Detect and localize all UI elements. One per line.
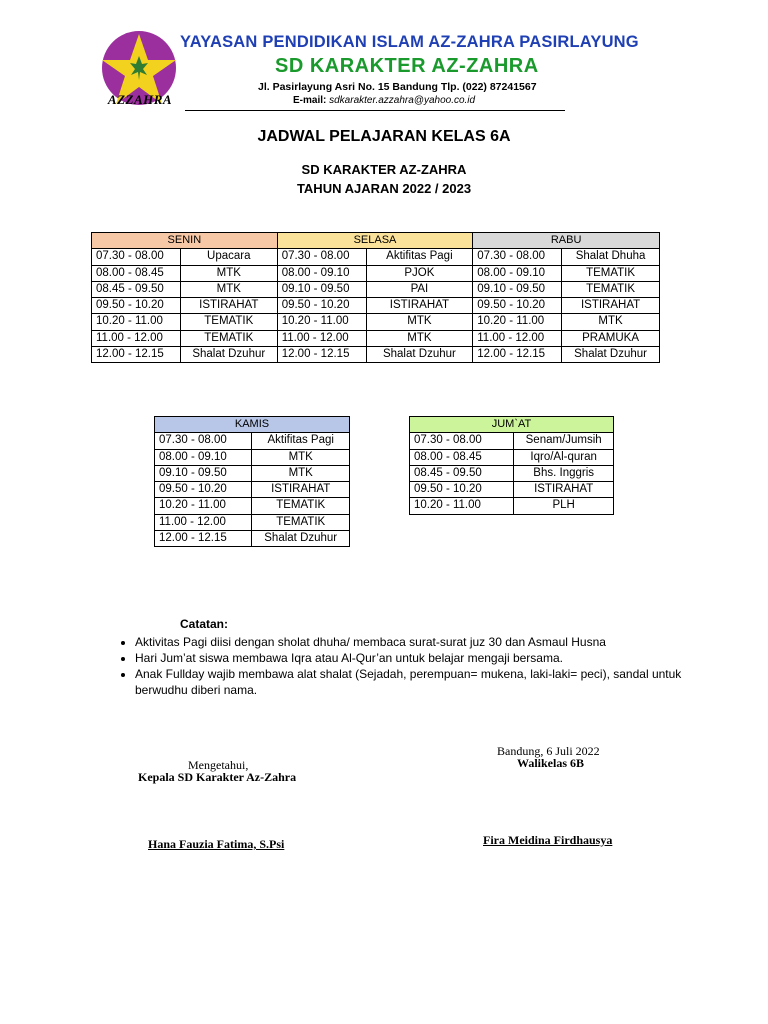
subject-cell: Senam/Jumsih bbox=[514, 433, 614, 449]
table-row bbox=[92, 249, 660, 265]
day-header-jumat: JUM`AT bbox=[410, 417, 614, 433]
time-cell: 08.45 - 09.50 bbox=[92, 281, 181, 297]
time-cell: 10.20 - 11.00 bbox=[92, 314, 181, 330]
day-header-rabu: RABU bbox=[473, 233, 660, 249]
subject-cell: MTK bbox=[252, 449, 350, 465]
table-row bbox=[155, 531, 350, 547]
subject-cell: MTK bbox=[180, 281, 277, 297]
email-label: E-mail: bbox=[293, 95, 327, 106]
subject-cell: ISTIRAHAT bbox=[366, 298, 473, 314]
time-cell: 07.30 - 08.00 bbox=[410, 433, 514, 449]
subject-cell: TEMATIK bbox=[562, 265, 660, 281]
table-row bbox=[92, 347, 660, 363]
time-cell: 12.00 - 12.15 bbox=[92, 347, 181, 363]
table-row bbox=[155, 433, 350, 449]
subject-cell: Aktifitas Pagi bbox=[366, 249, 473, 265]
subject-cell: ISTIRAHAT bbox=[252, 482, 350, 498]
time-cell: 09.10 - 09.50 bbox=[473, 281, 562, 297]
subject-cell: MTK bbox=[366, 330, 473, 346]
time-cell: 10.20 - 11.00 bbox=[410, 498, 514, 514]
school-name: SD KARAKTER AZ-ZAHRA bbox=[275, 55, 539, 77]
time-cell: 09.50 - 10.20 bbox=[277, 298, 366, 314]
school-address: Jl. Pasirlayung Asri No. 15 Bandung Tlp. (022) 87241567 bbox=[258, 81, 537, 93]
time-cell: 08.00 - 09.10 bbox=[473, 265, 562, 281]
table-row bbox=[92, 298, 660, 314]
time-cell: 12.00 - 12.15 bbox=[155, 531, 252, 547]
page-title: JADWAL PELAJARAN KELAS 6A bbox=[257, 128, 511, 145]
time-cell: 12.00 - 12.15 bbox=[277, 347, 366, 363]
schedule-table-jumat bbox=[409, 416, 614, 515]
subject-cell: PAI bbox=[366, 281, 473, 297]
foundation-name: YAYASAN PENDIDIKAN ISLAM AZ-ZAHRA PASIRLAYUNG bbox=[180, 33, 639, 51]
subject-cell: TEMATIK bbox=[180, 314, 277, 330]
subtitle-year: TAHUN AJARAN 2022 / 2023 bbox=[296, 181, 472, 196]
day-header-kamis: KAMIS bbox=[155, 417, 350, 433]
day-header-selasa: SELASA bbox=[277, 233, 473, 249]
time-cell: 10.20 - 11.00 bbox=[277, 314, 366, 330]
subject-cell: Shalat Dzuhur bbox=[562, 347, 660, 363]
table-row bbox=[92, 265, 660, 281]
table-row bbox=[92, 281, 660, 297]
sig-right-position: Walikelas 6B bbox=[517, 756, 585, 770]
subject-cell: TEMATIK bbox=[252, 514, 350, 530]
subject-cell: TEMATIK bbox=[252, 498, 350, 514]
subject-cell: MTK bbox=[562, 314, 660, 330]
subject-cell: Aktifitas Pagi bbox=[252, 433, 350, 449]
table-row bbox=[155, 449, 350, 465]
notes-list bbox=[110, 634, 715, 698]
table-row bbox=[410, 433, 614, 449]
table-row bbox=[410, 465, 614, 481]
subject-cell: MTK bbox=[366, 314, 473, 330]
sig-right-place-date: Bandung, 6 Juli 2022 bbox=[497, 744, 600, 758]
time-cell: 08.45 - 09.50 bbox=[410, 465, 514, 481]
time-cell: 09.10 - 09.50 bbox=[155, 465, 252, 481]
subject-cell: PLH bbox=[514, 498, 614, 514]
table-row bbox=[410, 498, 614, 514]
time-cell: 09.50 - 10.20 bbox=[473, 298, 562, 314]
header-divider bbox=[185, 110, 565, 111]
subject-cell: PRAMUKA bbox=[562, 330, 660, 346]
subject-cell: Shalat Dzuhur bbox=[252, 531, 350, 547]
subject-cell: MTK bbox=[252, 465, 350, 481]
subtitle-school: SD KARAKTER AZ-ZAHRA bbox=[301, 162, 467, 177]
subject-cell: MTK bbox=[180, 265, 277, 281]
subject-cell: Shalat Dhuha bbox=[562, 249, 660, 265]
sig-left-name: Hana Fauzia Fatima, S.Psi bbox=[148, 837, 285, 851]
logo-text: AZZAHRA bbox=[107, 92, 173, 107]
email-address: sdkarakter.azzahra@yahoo.co.id bbox=[329, 95, 476, 106]
time-cell: 12.00 - 12.15 bbox=[473, 347, 562, 363]
table-row bbox=[155, 514, 350, 530]
time-cell: 08.00 - 09.10 bbox=[277, 265, 366, 281]
time-cell: 11.00 - 12.00 bbox=[277, 330, 366, 346]
time-cell: 11.00 - 12.00 bbox=[92, 330, 181, 346]
table-row bbox=[92, 314, 660, 330]
subject-cell: Iqro/Al-quran bbox=[514, 449, 614, 465]
subject-cell: PJOK bbox=[366, 265, 473, 281]
subject-cell: Bhs. Inggris bbox=[514, 465, 614, 481]
sig-left-acknowledged: Mengetahui, bbox=[188, 758, 249, 772]
table-row bbox=[155, 465, 350, 481]
schedule-table-mon-wed bbox=[91, 232, 660, 363]
subject-cell: Shalat Dzuhur bbox=[180, 347, 277, 363]
notes-title: Catatan: bbox=[180, 617, 229, 631]
schedule-table-kamis bbox=[154, 416, 350, 547]
note-item: • Hari Jum’at siswa membawa Iqra atau Al-Qur’an untuk belajar mengaji bersama. bbox=[135, 650, 715, 666]
time-cell: 11.00 - 12.00 bbox=[473, 330, 562, 346]
subject-cell: ISTIRAHAT bbox=[514, 482, 614, 498]
time-cell: 07.30 - 08.00 bbox=[473, 249, 562, 265]
time-cell: 09.50 - 10.20 bbox=[155, 482, 252, 498]
time-cell: 10.20 - 11.00 bbox=[473, 314, 562, 330]
table-row bbox=[155, 482, 350, 498]
subject-cell: Shalat Dzuhur bbox=[366, 347, 473, 363]
table-row bbox=[155, 498, 350, 514]
subject-cell: TEMATIK bbox=[180, 330, 277, 346]
time-cell: 07.30 - 08.00 bbox=[92, 249, 181, 265]
subject-cell: ISTIRAHAT bbox=[562, 298, 660, 314]
note-item: • Anak Fullday wajib membawa alat shalat (Sejadah, perempuan= mukena, laki-laki= peci), sandal untuk berwudhu diberi nama. bbox=[135, 666, 715, 698]
table-header-row bbox=[92, 233, 660, 249]
time-cell: 09.50 - 10.20 bbox=[92, 298, 181, 314]
table-row bbox=[410, 449, 614, 465]
school-email bbox=[293, 95, 475, 106]
time-cell: 08.00 - 08.45 bbox=[92, 265, 181, 281]
table-row bbox=[92, 330, 660, 346]
time-cell: 11.00 - 12.00 bbox=[155, 514, 252, 530]
time-cell: 08.00 - 09.10 bbox=[155, 449, 252, 465]
time-cell: 09.50 - 10.20 bbox=[410, 482, 514, 498]
note-item: • Aktivitas Pagi diisi dengan sholat dhuha/ membaca surat-surat juz 30 dan Asmaul Husna bbox=[135, 634, 715, 650]
time-cell: 09.10 - 09.50 bbox=[277, 281, 366, 297]
sig-left-position: Kepala SD Karakter Az-Zahra bbox=[138, 770, 297, 784]
table-row bbox=[410, 482, 614, 498]
subject-cell: ISTIRAHAT bbox=[180, 298, 277, 314]
time-cell: 10.20 - 11.00 bbox=[155, 498, 252, 514]
time-cell: 08.00 - 08.45 bbox=[410, 449, 514, 465]
day-header-senin: SENIN bbox=[92, 233, 278, 249]
time-cell: 07.30 - 08.00 bbox=[155, 433, 252, 449]
sig-right-name: Fira Meidina Firdhausya bbox=[483, 833, 613, 847]
subject-cell: TEMATIK bbox=[562, 281, 660, 297]
subject-cell: Upacara bbox=[180, 249, 277, 265]
time-cell: 07.30 - 08.00 bbox=[277, 249, 366, 265]
